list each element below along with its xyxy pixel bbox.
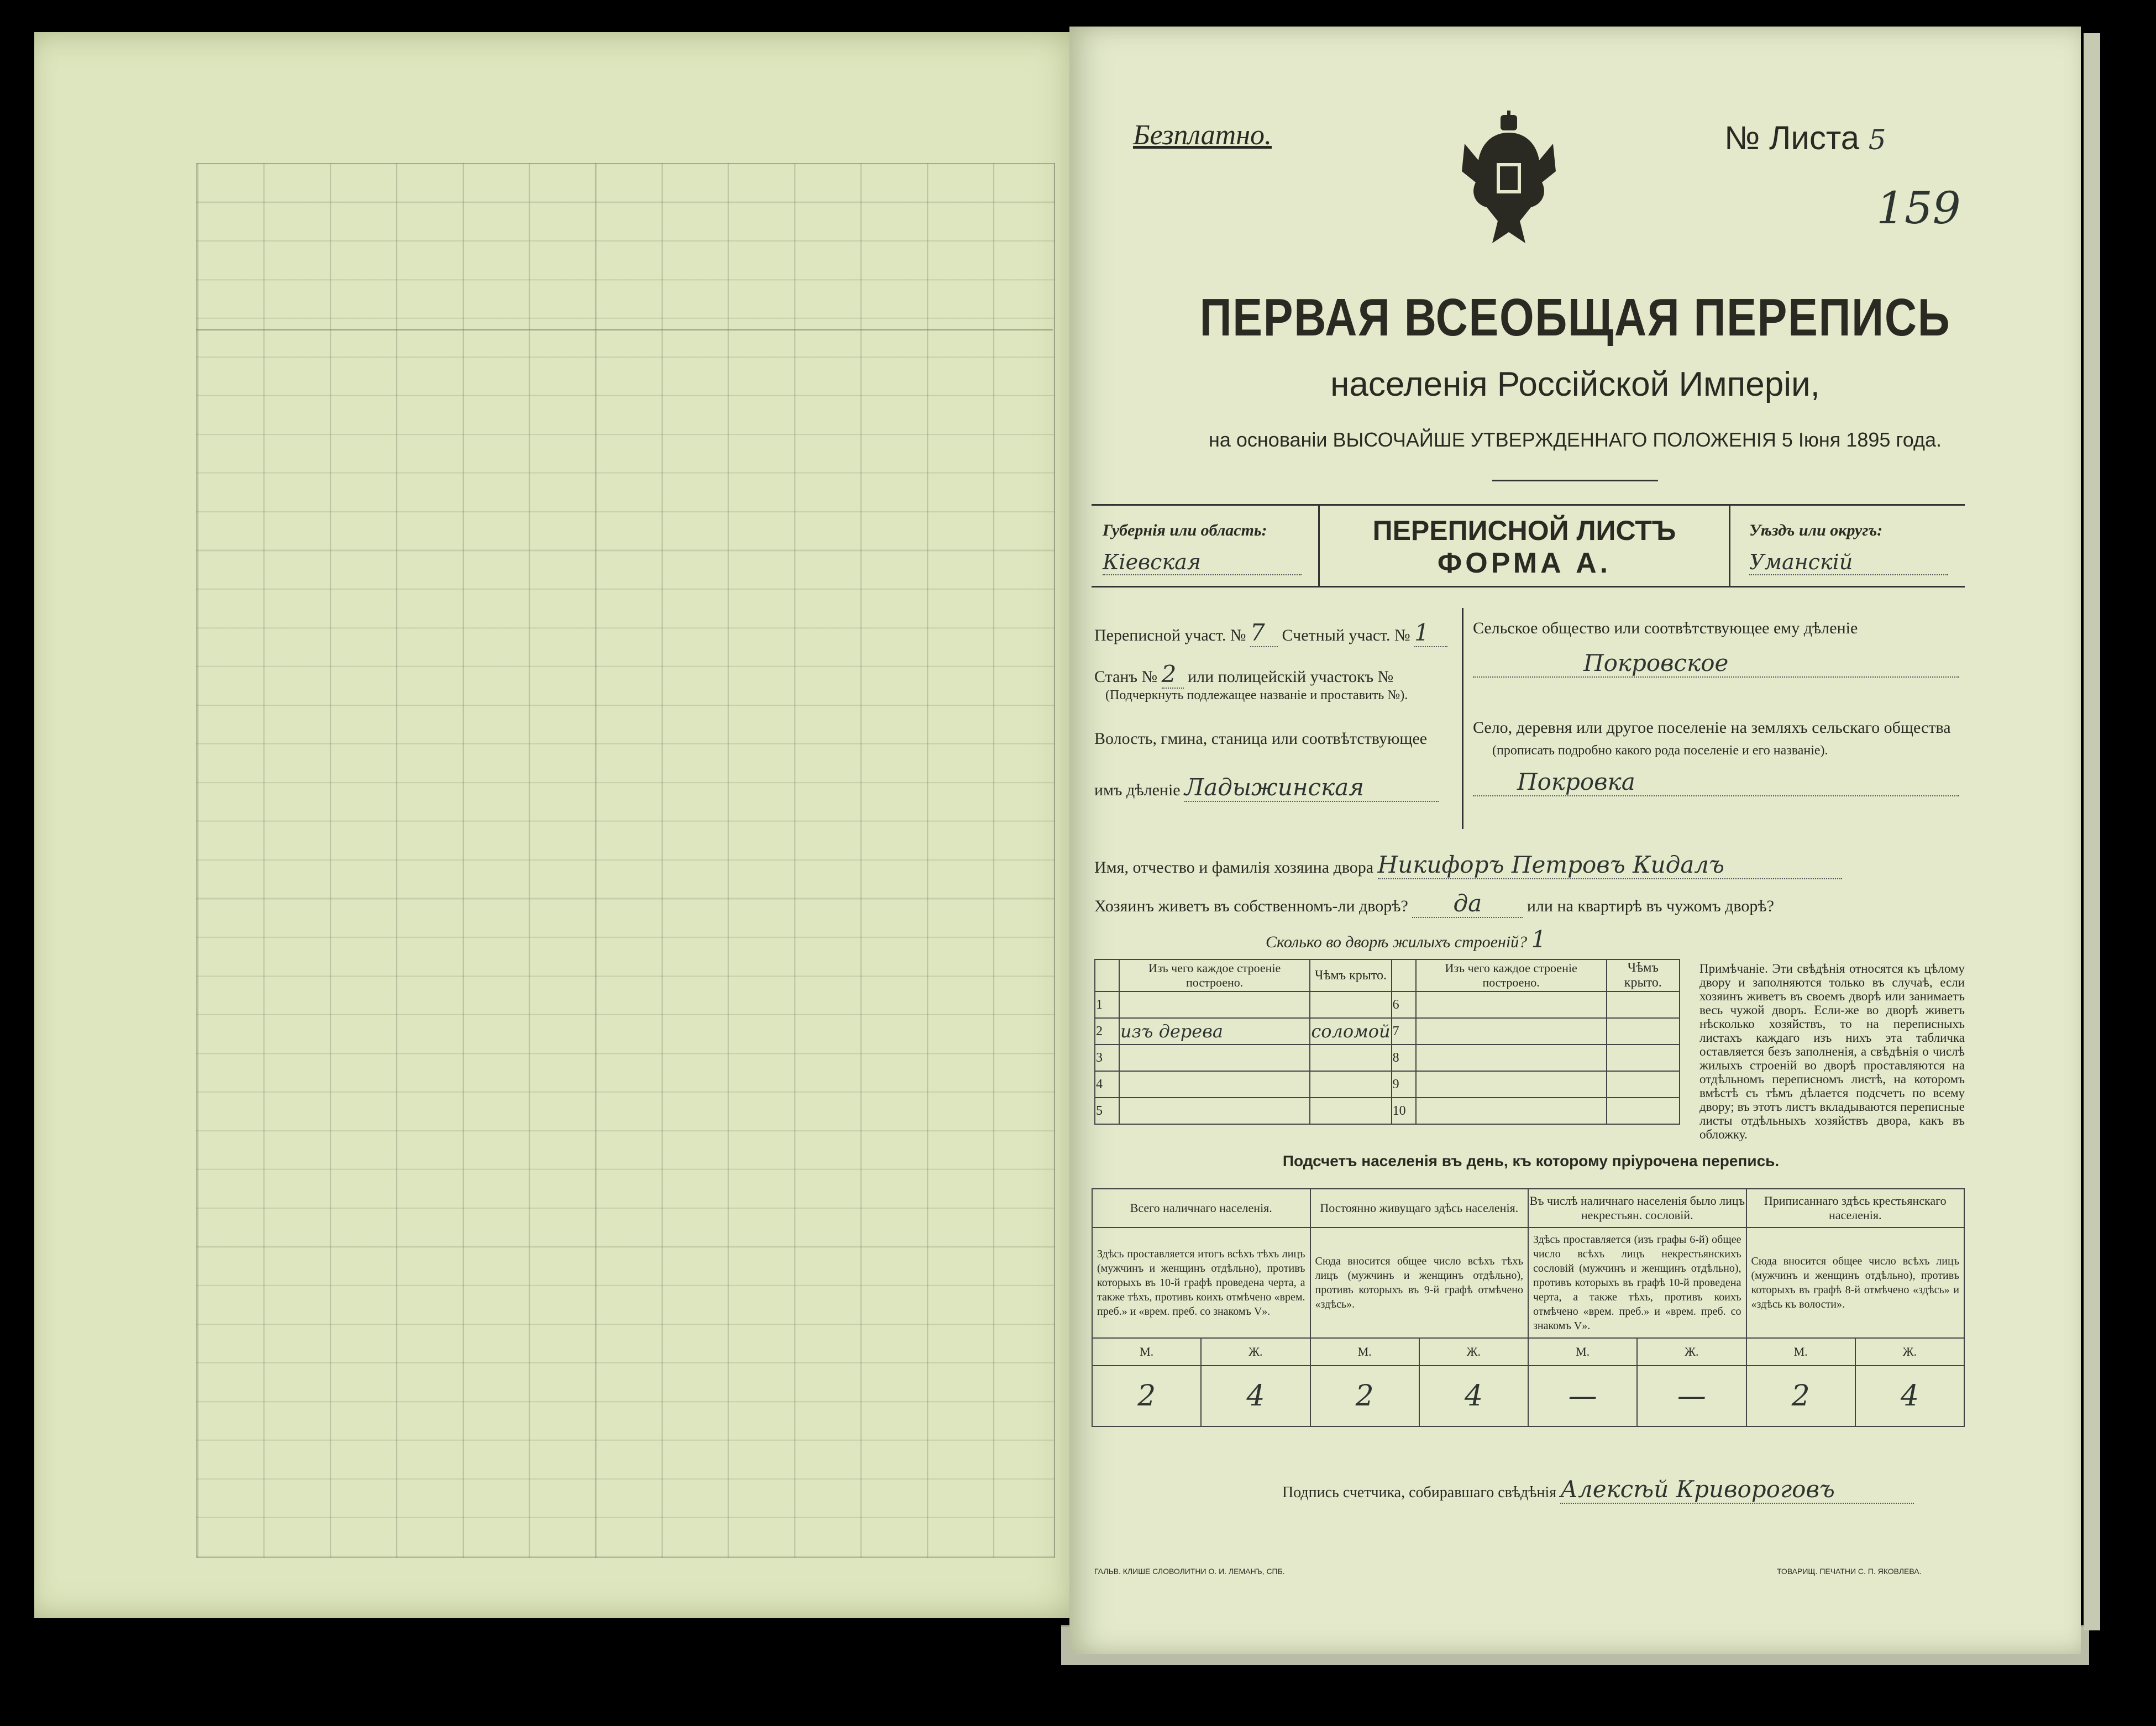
sheet-number-label: № Листа 5 [1724,119,1886,156]
stan-note: (Подчеркнуть подлежащее названіе и проставить №). [1105,688,1408,702]
society-label: Сельское общество или соотвѣтствующее ему дѣленіе [1473,619,1858,637]
ornament-divider [1492,480,1658,481]
society-value: Покровское [1473,649,1959,678]
table-row [1095,1071,1680,1098]
table-header-num [1392,959,1416,991]
row-number: 4 [1095,1071,1119,1098]
uezd-label: Уѣздъ или округъ: [1749,521,1883,539]
building-material: изъ дерева [1119,1018,1310,1045]
building-roof [1607,991,1680,1018]
count-group-head: Постоянно живущаго здѣсь населенія. [1310,1189,1529,1227]
basis-line: на основаніи ВЫСОЧАЙШЕ УТВЕРЖДЕННАГО ПОЛОЖЕНІЯ 5 Іюня 1895 года. [1208,428,1942,451]
page-stack-edge [2084,33,2100,1630]
female-count: — [1637,1366,1746,1426]
building-roof [1310,1045,1391,1071]
count-group-head: Въ числѣ наличнаго населенія было лицъ некрестьян. сословій. [1528,1189,1746,1227]
fields-divider [1462,608,1463,829]
buildings-table [1094,959,1680,1125]
footer-printer-left: ГАЛЬВ. КЛИШЕ СЛОВОЛИТНИ О. И. ЛЕМАНЪ, СПБ. [1094,1567,1285,1576]
district-field: Переписной участ. № 7 Счетный участ. № 1 [1094,619,1447,647]
table-header-roof: Чѣмъ крыто. [1310,959,1391,991]
count-group-head: Приписаннаго здѣсь крестьянскаго населенія. [1746,1189,1965,1227]
female-header: Ж. [1201,1338,1310,1366]
table-row [1092,1338,1964,1366]
buildings-count-value: 1 [1531,926,1546,953]
building-roof [1310,1098,1391,1124]
uezd-value: Уманскій [1749,550,1948,575]
buildings-count-field: Сколько во дворѣ жилыхъ строеній? 1 [1266,926,1546,953]
district-value: 7 [1250,619,1278,647]
building-roof [1607,1018,1680,1045]
page-title: ПЕРВАЯ ВСЕОБЩАЯ ПЕРЕПИСЬ [1199,288,1951,347]
female-header: Ж. [1637,1338,1746,1366]
table-header-roof: Чѣмъ крыто. [1607,959,1680,991]
count-section-title: Подсчетъ населенія въ день, къ которому пріурочена перепись. [1282,1152,1780,1169]
count-group-desc: Здѣсь проставляется итогъ всѣхъ тѣхъ лицъ (мужчинъ и женщинъ отдѣльно), противъ которыхъ въ 10-й графѣ проведена черта, а также тѣхъ, противъ коихъ отмѣчено «врем. преб.» и «врем. преб. со знакомъ V». [1092,1227,1310,1338]
building-material [1416,1045,1607,1071]
male-header: М. [1528,1338,1637,1366]
row-number: 8 [1392,1045,1416,1071]
building-material [1416,1098,1607,1124]
building-material [1416,991,1607,1018]
own-yard-value: да [1412,890,1523,918]
row-number: 1 [1095,991,1119,1018]
owner-field: Имя, отчество и фамилія хозяина двора Никифоръ Петровъ Кидалъ [1094,851,1842,879]
row-number: 5 [1095,1098,1119,1124]
building-roof [1310,1071,1391,1098]
female-header: Ж. [1855,1338,1964,1366]
building-roof [1607,1045,1680,1071]
count-group-desc: Сюда вносится общее число всѣхъ тѣхъ лицъ (мужчинъ и женщинъ отдѣльно), противъ которыхъ въ 9-й графѣ отмѣчено «здѣсь». [1310,1227,1529,1338]
village-label: Село, деревня или другое поселеніе на земляхъ сельскаго общества [1473,718,1951,737]
note-text: Примѣчаніе. Эти свѣдѣнія относятся къ цѣлому двору и заполняются только въ случаѣ, если хозяинъ живетъ въ своемъ дворѣ или занимаетъ весь чужой дворъ. Если-же во дворѣ живетъ нѣсколько хозяйствъ, то на переписныхъ листахъ каждаго изъ нихъ эта табличка оставляется безъ заполненія, а свѣдѣнія о числѣ жилыхъ строеній во дворѣ проставляются на отдѣльномъ переписномъ листѣ, на которомъ вмѣстѣ съ тѣмъ дѣлается подсчетъ по всему двору; въ этотъ листъ вкладываются переписные листы отдѣльныхъ хозяйствъ двора, какъ въ обложку. [1699,962,1965,1141]
male-header: М. [1746,1338,1855,1366]
building-material [1119,1098,1310,1124]
building-roof [1607,1071,1680,1098]
owner-value: Никифоръ Петровъ Кидалъ [1378,851,1842,879]
table-row [1095,991,1680,1018]
table-header-num [1095,959,1119,991]
form-title-line2: ФОРМА А. [1437,547,1612,579]
male-count: 2 [1092,1366,1201,1426]
male-count: 2 [1746,1366,1855,1426]
volost-label: Волость, гмина, станица или соотвѣтствующее [1094,730,1428,748]
imperial-eagle-icon [1459,111,1559,254]
female-count: 4 [1201,1366,1310,1426]
count-group-head: Всего наличнаго населенія. [1092,1189,1310,1227]
count-table [1092,1188,1965,1427]
row-number: 7 [1392,1018,1416,1045]
archive-stamp-number: 159 [1876,182,1961,234]
table-header-material: Изъ чего каждое строеніе построено. [1119,959,1310,991]
count-value: 1 [1414,619,1447,647]
female-header: Ж. [1419,1338,1528,1366]
own-yard-field: Хозяинъ живетъ въ собственномъ-ли дворѣ? да или на квартирѣ въ чужомъ дворѣ? [1094,890,1774,917]
table-row [1092,1189,1964,1227]
row-number: 3 [1095,1045,1119,1071]
sheet-number-value: 5 [1868,124,1886,156]
table-row [1092,1366,1964,1426]
building-material [1416,1071,1607,1098]
building-roof [1310,991,1391,1018]
stan-value: 2 [1162,660,1184,689]
male-count: 2 [1310,1366,1419,1426]
form-title-line1: ПЕРЕПИСНОЙ ЛИСТЪ [1372,515,1676,546]
gubernia-value: Кіевская [1103,550,1302,575]
gubernia-label: Губернія или область: [1103,521,1267,539]
stan-field: Станъ № 2 или полицейскій участокъ № [1094,660,1394,688]
building-material [1119,991,1310,1018]
count-group-desc: Здѣсь проставляется (изъ графы 6-й) общее число всѣхъ лицъ некрестьянскихъ сословій (мужчинъ и женщинъ отдѣльно), противъ которыхъ въ графѣ 10-й проведена черта, а также тѣхъ, противъ коихъ отмѣчено «врем. преб.» и «врем. преб. со знакомъ V». [1528,1227,1746,1338]
left-page-grid [196,163,1055,1558]
table-row [1095,1045,1680,1071]
row-number: 2 [1095,1018,1119,1045]
male-count: — [1528,1366,1637,1426]
male-header: М. [1310,1338,1419,1366]
table-header-material: Изъ чего каждое строеніе построено. [1416,959,1607,991]
left-page-grid-header [196,163,1053,330]
footer-printer-right: ТОВАРИЩ. ПЕЧАТНИ С. П. ЯКОВЛЕВА. [1777,1567,1922,1576]
row-number: 6 [1392,991,1416,1018]
village-value: Покровка [1473,768,1959,796]
female-count: 4 [1855,1366,1964,1426]
volost-value: Ладыжинская [1184,774,1439,802]
row-number: 9 [1392,1071,1416,1098]
female-count: 4 [1419,1366,1528,1426]
table-row [1092,1227,1964,1338]
row-number: 10 [1392,1098,1416,1124]
signature-field: Подпись счетчика, собиравшаго свѣдѣнія Алексѣй Кривороговъ [1282,1476,1914,1504]
table-row [1095,1018,1680,1045]
building-roof: соломой [1310,1018,1391,1045]
page-subtitle: населенія Россійской Имперіи, [1330,365,1820,403]
building-material [1119,1045,1310,1071]
volost-field: имъ дѣленіе Ладыжинская [1094,774,1439,802]
table-row [1095,1098,1680,1124]
building-material [1119,1071,1310,1098]
free-label: Безплатно. [1133,119,1272,151]
village-note: (прописать подробно какого рода поселеніе и его названіе). [1492,743,1828,758]
form-head-box [1092,504,1965,587]
signature-value: Алексѣй Кривороговъ [1560,1476,1914,1504]
building-material [1416,1018,1607,1045]
building-roof [1607,1098,1680,1124]
male-header: М. [1092,1338,1201,1366]
count-group-desc: Сюда вносится общее число всѣхъ лицъ (мужчинъ и женщинъ отдѣльно), противъ которыхъ въ графѣ 8-й отмѣчено «здѣсь» и «здѣсь къ волости». [1746,1227,1965,1338]
